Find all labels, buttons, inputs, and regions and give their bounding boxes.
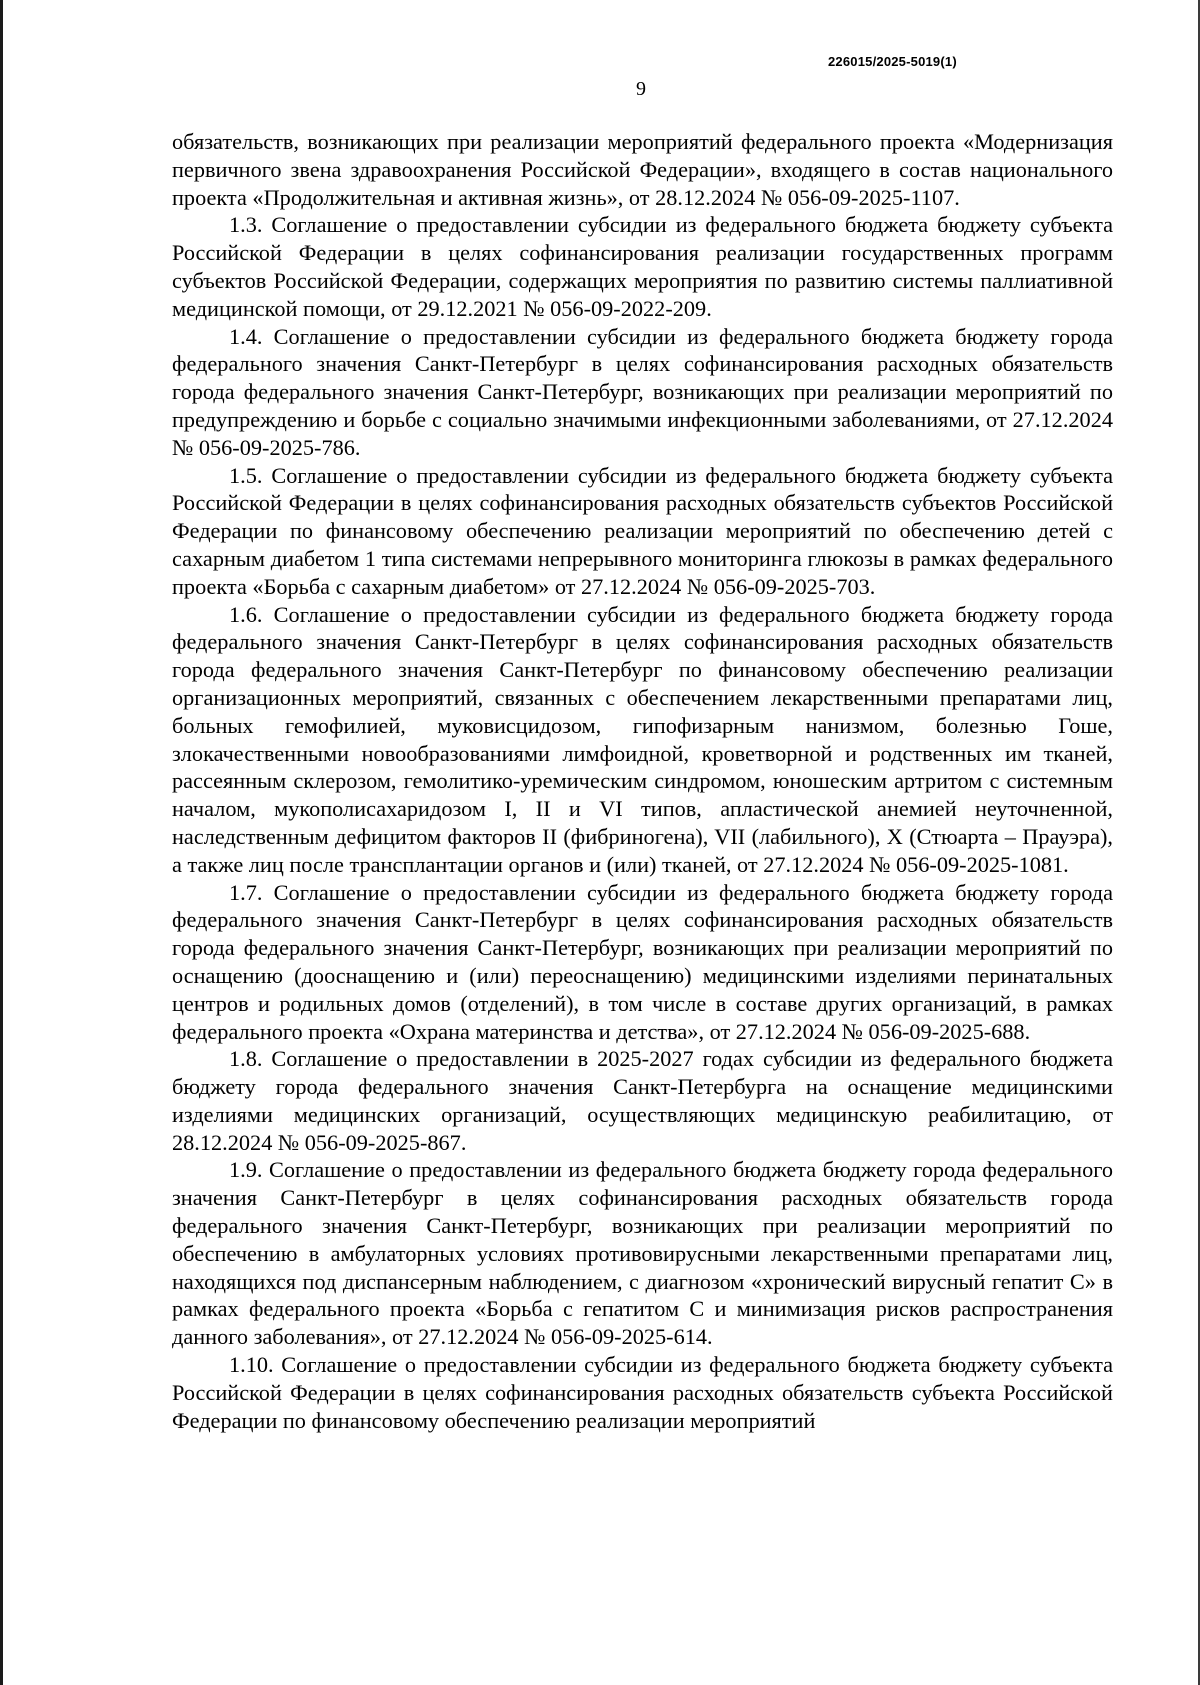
paragraph-1-3: 1.3. Соглашение о предоставлении субсидии из федерального бюджета бюджету субъекта Российской Федерации в целях софинансирования реализации государственных программ субъектов Российской Федерации, содержащих мероприятия по развитию системы паллиативной медицинской помощи, от 29.12.2021 № 056-09-2022-209.: [172, 212, 1113, 321]
scan-edge-left: [0, 0, 3, 1685]
paragraph-1-5: 1.5. Соглашение о предоставлении субсидии из федерального бюджета бюджету субъекта Российской Федерации в целях софинансирования расходных обязательств субъектов Российской Федерации по финансовому обеспечению реализации мероприятий по обеспечению детей с сахарным диабетом 1 типа системами непрерывного мониторинга глюкозы в рамках федерального проекта «Борьба с сахарным диабетом» от 27.12.2024 № 056-09-2025-703.: [172, 462, 1113, 599]
document-body: [172, 128, 1113, 1434]
paragraph-1-10: 1.10. Соглашение о предоставлении субсидии из федерального бюджета бюджету субъекта Российской Федерации в целях софинансирования расходных обязательств субъекта Российской Федерации по финансовому обеспечению реализации мероприятий: [172, 1352, 1113, 1433]
paragraph-continuation: обязательств, возникающих при реализации мероприятий федерального проекта «Модернизация первичного звена здравоохранения Российской Федерации», входящего в состав национального проекта «Продолжительная и активная жизнь», от 28.12.2024 № 056-09-2025-1107.: [172, 129, 1113, 210]
paragraph-1-7: 1.7. Соглашение о предоставлении субсидии из федерального бюджета бюджету города федерального значения Санкт-Петербург в целях софинансирования расходных обязательств города федерального значения Санкт-Петербург, возникающих при реализации мероприятий по оснащению (дооснащению и (или) переоснащению) медицинскими изделиями перинатальных центров и родильных домов (отделений), в том числе в составе других организаций, в рамках федерального проекта «Охрана материнства и детства», от 27.12.2024 № 056-09-2025-688.: [172, 879, 1113, 1044]
paragraph-1-9: 1.9. Соглашение о предоставлении из федерального бюджета бюджету города федерального значения Санкт-Петербург в целях софинансирования расходных обязательств города федерального значения Санкт-Петербург, возникающих при реализации мероприятий по обеспечению в амбулаторных условиях противовирусными лекарственными препаратами лиц, находящихся под диспансерным наблюдением, с диагнозом «хронический вирусный гепатит С» в рамках федерального проекта «Борьба с гепатитом С и минимизация рисков распространения данного заболевания», от 27.12.2024 № 056-09-2025-614.: [172, 1157, 1113, 1350]
paragraph-1-8: 1.8. Соглашение о предоставлении в 2025-2027 годах субсидии из федерального бюджета бюджету города федерального значения Санкт-Петербурга на оснащение медицинскими изделиями медицинских организаций, осуществляющих медицинскую реабилитацию, от 28.12.2024 № 056-09-2025-867.: [172, 1046, 1113, 1155]
paragraph-1-4: 1.4. Соглашение о предоставлении субсидии из федерального бюджета бюджету города федерального значения Санкт-Петербург в целях софинансирования расходных обязательств города федерального значения Санкт-Петербург, возникающих при реализации мероприятий по предупреждению и борьбе с социально значимыми инфекционными заболеваниями, от 27.12.2024 № 056-09-2025-786.: [172, 323, 1113, 460]
paragraph-1-6: 1.6. Соглашение о предоставлении субсидии из федерального бюджета бюджету города федерального значения Санкт-Петербург в целях софинансирования расходных обязательств города федерального значения Санкт-Петербург по финансовому обеспечению реализации организационных мероприятий, связанных с обеспечением лекарственными препаратами лиц, больных гемофилией, муковисцидозом, гипофизарным нанизмом, болезнью Гоше, злокачественными новообразованиями лимфоидной, кроветворной и родственных им тканей, рассеянным склерозом, гемолитико-уремическим синдромом, юношеским артритом с системным началом, мукополисахаридозом I, II и VI типов, апластической анемией неуточненной, наследственным дефицитом факторов II (фибриногена), VII (лабильного), X (Стюарта – Прауэра), а также лиц после трансплантации органов и (или) тканей, от 27.12.2024 № 056-09-2025-1081.: [172, 601, 1113, 877]
document-id: 226015/2025-5019(1): [828, 54, 957, 69]
page-number: 9: [636, 78, 646, 100]
